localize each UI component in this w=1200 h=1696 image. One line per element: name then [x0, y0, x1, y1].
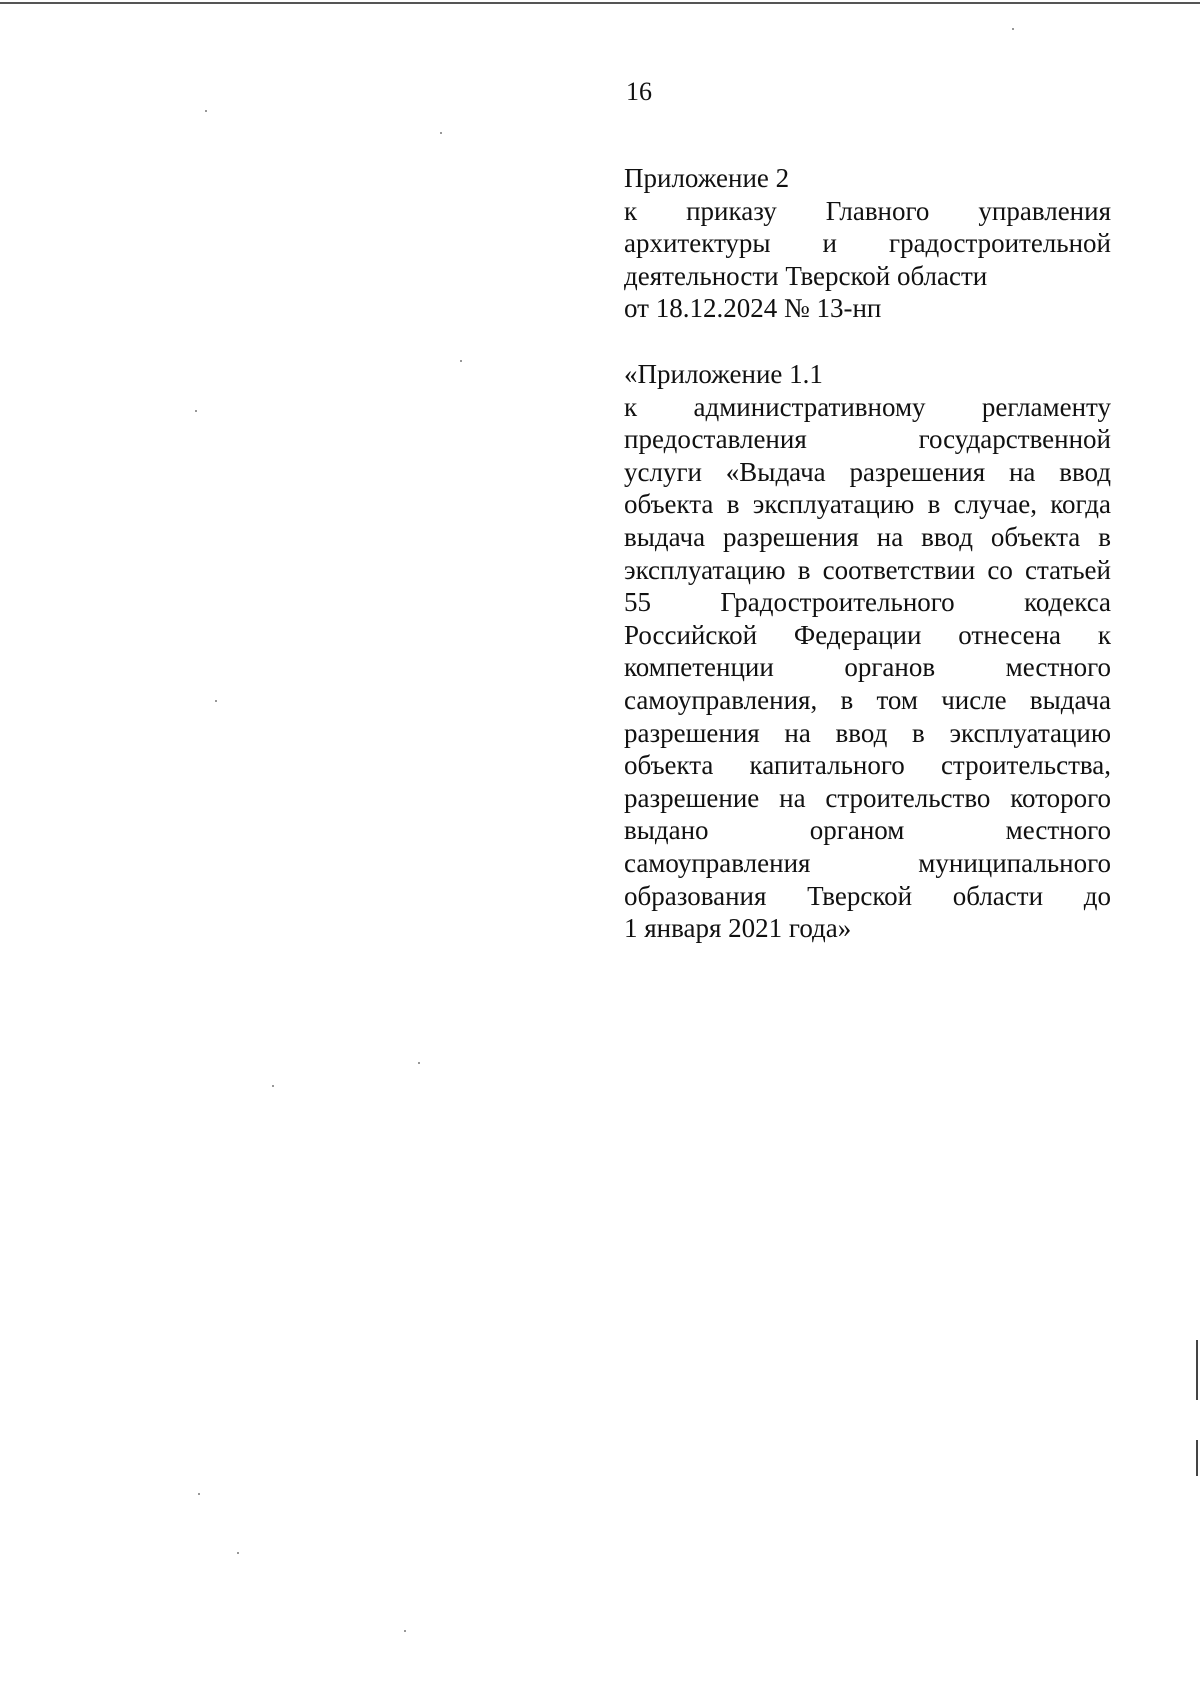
appendix-1-1-line: самоуправления, в том числе выдача	[624, 684, 1111, 715]
appendix-1-1-title: «Приложение 1.1	[624, 359, 823, 389]
appendix-1-1-line: образования Тверской области до	[624, 880, 1111, 911]
scan-speck	[460, 360, 462, 362]
appendix-1-1-header	[624, 358, 1111, 945]
appendix-1-1-line: объекта в эксплуатацию в случае, когда	[624, 489, 1111, 520]
scan-speck	[1012, 28, 1014, 30]
appendix-1-1-line: Российской Федерации отнесена к	[624, 619, 1111, 650]
appendix-2-line: архитектуры и градостроительной	[624, 228, 1111, 259]
appendix-1-1-line: 55 Градостроительного кодекса	[624, 587, 1111, 618]
page-number: 16	[626, 77, 652, 106]
appendix-2-order-date: от 18.12.2024 № 13-нп	[624, 293, 882, 324]
appendix-1-1-line: услуги «Выдача разрешения на ввод	[624, 456, 1111, 487]
appendix-1-1-line: 1 января 2021 года»	[624, 913, 852, 944]
scan-speck	[404, 1630, 406, 1632]
scan-speck	[198, 1493, 200, 1495]
scan-speck	[195, 410, 197, 412]
appendix-2-line: к приказу Главного управления	[624, 195, 1111, 226]
appendix-1-1-line: выдано органом местного	[624, 815, 1111, 846]
scan-edge-mark	[1196, 1440, 1198, 1476]
appendix-1-1-line: к административному регламенту	[624, 391, 1111, 422]
scan-speck	[237, 1552, 239, 1554]
appendix-1-1-line: разрешение на строительство которого	[624, 782, 1111, 813]
scan-speck	[205, 110, 207, 112]
appendix-1-1-line: объекта капитального строительства,	[624, 750, 1111, 781]
scan-speck	[418, 1062, 420, 1064]
appendix-1-1-line: разрешения на ввод в эксплуатацию	[624, 717, 1111, 748]
appendix-1-1-line: самоуправления муниципального	[624, 847, 1111, 878]
appendix-1-1-line: выдача разрешения на ввод объекта в	[624, 521, 1111, 552]
appendix-1-1-line: компетенции органов местного	[624, 652, 1111, 683]
appendix-1-1-line: эксплуатацию в соответствии со статьей	[624, 554, 1111, 585]
scan-speck	[215, 700, 217, 702]
scan-speck	[272, 1085, 274, 1087]
appendix-2-header	[624, 162, 1111, 325]
scan-top-edge-line	[0, 2, 1200, 4]
appendix-1-1-line: предоставления государственной	[624, 424, 1111, 455]
scan-speck	[440, 132, 442, 134]
appendix-2-title: Приложение 2	[624, 163, 790, 193]
appendix-2-line: деятельности Тверской области	[624, 260, 988, 291]
scan-edge-mark	[1196, 1340, 1198, 1400]
